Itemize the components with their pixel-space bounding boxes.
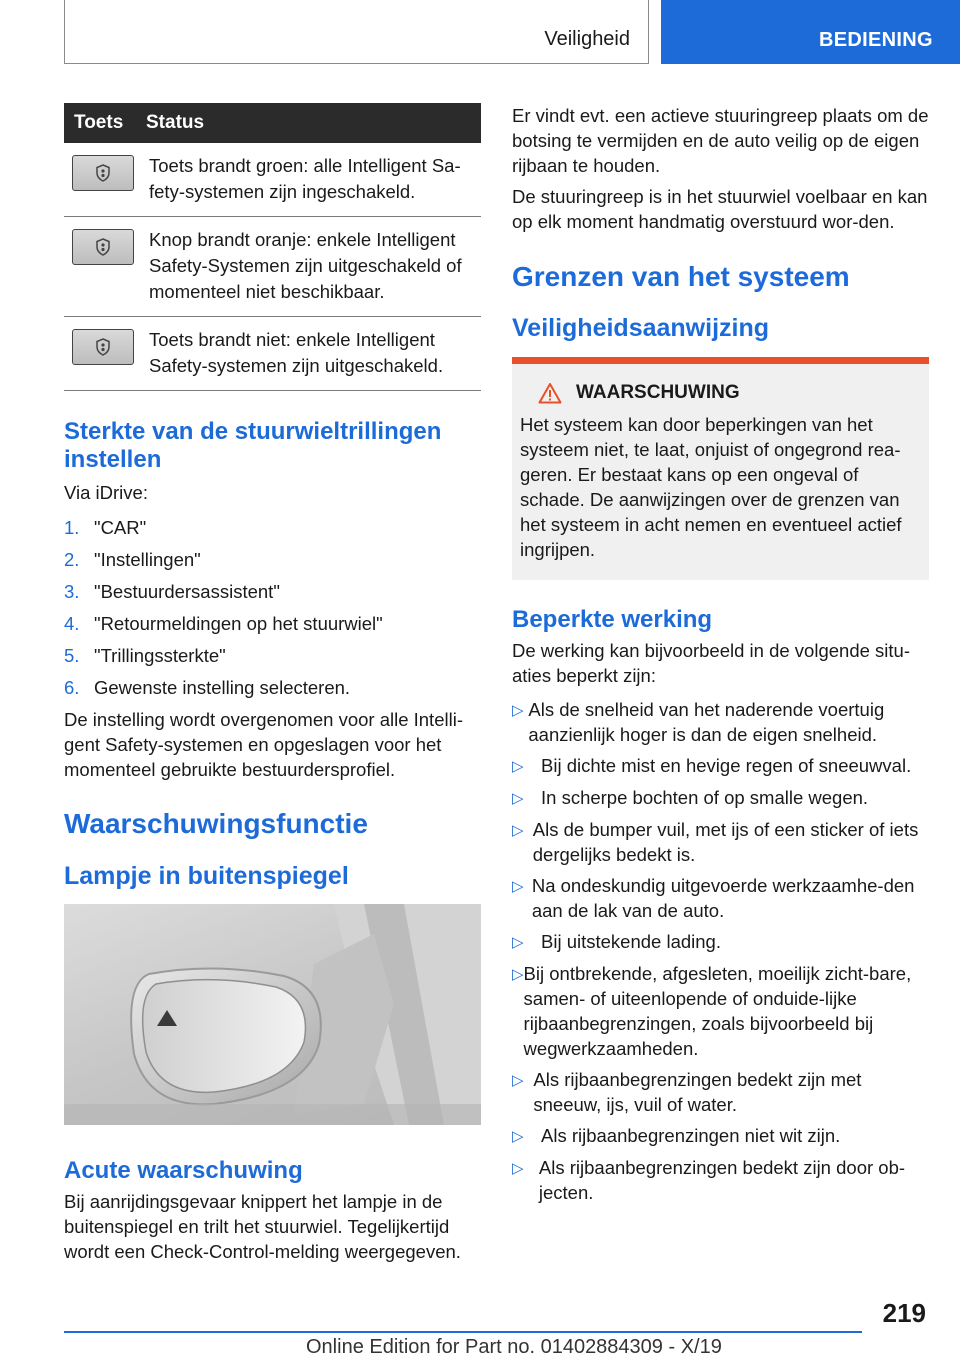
right-column xyxy=(512,103,929,1211)
warning-function-heading: Waarschuwingsfunctie xyxy=(64,808,368,839)
list-item: 3. "Bestuurdersassistent" xyxy=(64,581,280,602)
list-item: 1. "CAR" xyxy=(64,517,147,538)
list-item: ▷ Als rijbaanbegrenzingen bedekt zijn met sneeuw, ijs, vuil of water. xyxy=(512,1069,862,1115)
steering-intervention-text: Er vindt evt. een actieve stuuringreep plaats om de botsing te vermijden en de auto veilig op de eigen rijbaan te houden. xyxy=(512,105,929,176)
list-item: ▷ Als de snelheid van het naderende voertuig aanzienlijk hoger is dan de eigen snelheid. xyxy=(512,699,885,745)
mirror-lamp-subheading: Lampje in buitenspiegel xyxy=(64,862,349,890)
header-section-box xyxy=(64,0,649,64)
warning-title: WAARSCHUWING xyxy=(538,382,921,404)
left-column xyxy=(64,103,481,1264)
table-row-status: Toets brandt groen: alle Intelligent Sa-fety-systemen zijn ingeschakeld. xyxy=(149,155,461,202)
bullet-triangle-icon: ▷ xyxy=(512,1072,524,1089)
status-table-header xyxy=(64,103,481,143)
bullet-triangle-icon: ▷ xyxy=(512,790,524,807)
mirror-illustration xyxy=(64,904,481,1125)
bullet-triangle-icon: ▷ xyxy=(512,878,524,895)
restricted-list xyxy=(512,697,929,1205)
safety-note-subheading: Veiligheidsaanwijzing xyxy=(512,314,770,342)
warning-text: Het systeem kan door beperkingen van het systeem niet, te laat, onjuist of ongegrond rea-geren. Er bestaat kans op een ongeval of schade. De aanwijzingen over de grenzen van het systeem in acht nemen en eventueel actief ingrijpen. xyxy=(520,414,902,560)
header-section-title: Veiligheid xyxy=(544,28,630,50)
list-item: ▷ Als de bumper vuil, met ijs of een sticker of iets dergelijks bedekt is. xyxy=(512,819,919,865)
bullet-triangle-icon: ▷ xyxy=(512,1160,524,1177)
table-row xyxy=(64,143,481,217)
table-row xyxy=(64,317,481,391)
table-header-status: Status xyxy=(146,112,205,133)
list-item: 6. Gewenste instelling selecteren. xyxy=(64,677,351,698)
list-item: 2. "Instellingen" xyxy=(64,549,201,570)
warning-box xyxy=(512,357,929,580)
vibration-heading: Sterkte van de stuurwieltrillingen instellen xyxy=(64,418,442,473)
bullet-triangle-icon: ▷ xyxy=(512,1128,524,1145)
list-item: ▷ In scherpe bochten of op smalle wegen. xyxy=(512,785,929,811)
restricted-intro: De werking kan bijvoorbeeld in de volgende situ-aties beperkt zijn: xyxy=(512,640,910,686)
warning-triangle-icon xyxy=(538,382,562,404)
restricted-heading: Beperkte werking xyxy=(512,606,713,633)
page-number: 219 xyxy=(882,1298,926,1328)
list-item: ▷ Bij dichte mist en hevige regen of sneeuwval. xyxy=(512,753,929,779)
bullet-triangle-icon: ▷ xyxy=(512,934,524,951)
safety-button-icon xyxy=(72,329,134,365)
bullet-triangle-icon: ▷ xyxy=(512,966,524,983)
footer-divider xyxy=(64,1331,862,1333)
table-row-status: Knop brandt oranje: enkele Intelligent Safety-Systemen zijn uitgeschakeld of momenteel niet beschikbaar. xyxy=(149,229,462,302)
list-item: 4. "Retourmeldingen op het stuurwiel" xyxy=(64,613,383,634)
limits-heading: Grenzen van het systeem xyxy=(512,261,850,292)
vibration-note: De instelling wordt overgenomen voor alle Intelli-gent Safety-systemen en opgeslagen voor het momenteel gebruikte bestuurdersprofiel. xyxy=(64,709,463,780)
acute-warning-text: Bij aanrijdingsgevaar knippert het lampje in de buitenspiegel en trilt het stuurwiel. Tegelijkertijd wordt een Check-Control-melding weergegeven. xyxy=(64,1191,461,1262)
footer-edition: Online Edition for Part no. 01402884309 - X/19 xyxy=(306,1336,722,1358)
table-row xyxy=(64,217,481,317)
list-item: ▷ Als rijbaanbegrenzingen niet wit zijn. xyxy=(512,1123,929,1149)
bullet-triangle-icon: ▷ xyxy=(512,822,524,839)
bullet-triangle-icon: ▷ xyxy=(512,758,524,775)
list-item: ▷ Als rijbaanbegrenzingen bedekt zijn door ob-jecten. xyxy=(512,1157,906,1203)
bullet-triangle-icon: ▷ xyxy=(512,702,524,719)
vibration-steps xyxy=(64,512,481,704)
steering-override-text: De stuuringreep is in het stuurwiel voelbaar en kan op elk moment handmatig overstuurd wor-den. xyxy=(512,186,928,232)
list-item: ▷ Bij ontbrekende, afgesleten, moeilijk zicht-bare, samen- of uiteenlopende of onduide-lijke rijbaanbegrenzingen, zoals bijvoorbeeld bij wegwerkzaamheden. xyxy=(512,963,912,1059)
header-chapter-tab[interactable] xyxy=(661,0,960,64)
safety-button-icon xyxy=(72,229,134,265)
list-item: ▷ Na ondeskundig uitgevoerde werkzaamhe-den aan de lak van de auto. xyxy=(512,875,915,921)
list-item: 5. "Trillingssterkte" xyxy=(64,645,226,666)
list-item: ▷ Bij uitstekende lading. xyxy=(512,929,929,955)
header-chapter-label: BEDIENING xyxy=(819,29,933,51)
acute-warning-heading: Acute waarschuwing xyxy=(64,1157,303,1184)
table-header-toets: Toets xyxy=(74,112,124,133)
safety-button-icon xyxy=(72,155,134,191)
table-row-status: Toets brandt niet: enkele Intelligent Safety-systemen zijn uitgeschakeld. xyxy=(149,329,444,376)
vibration-intro: Via iDrive: xyxy=(64,482,148,503)
